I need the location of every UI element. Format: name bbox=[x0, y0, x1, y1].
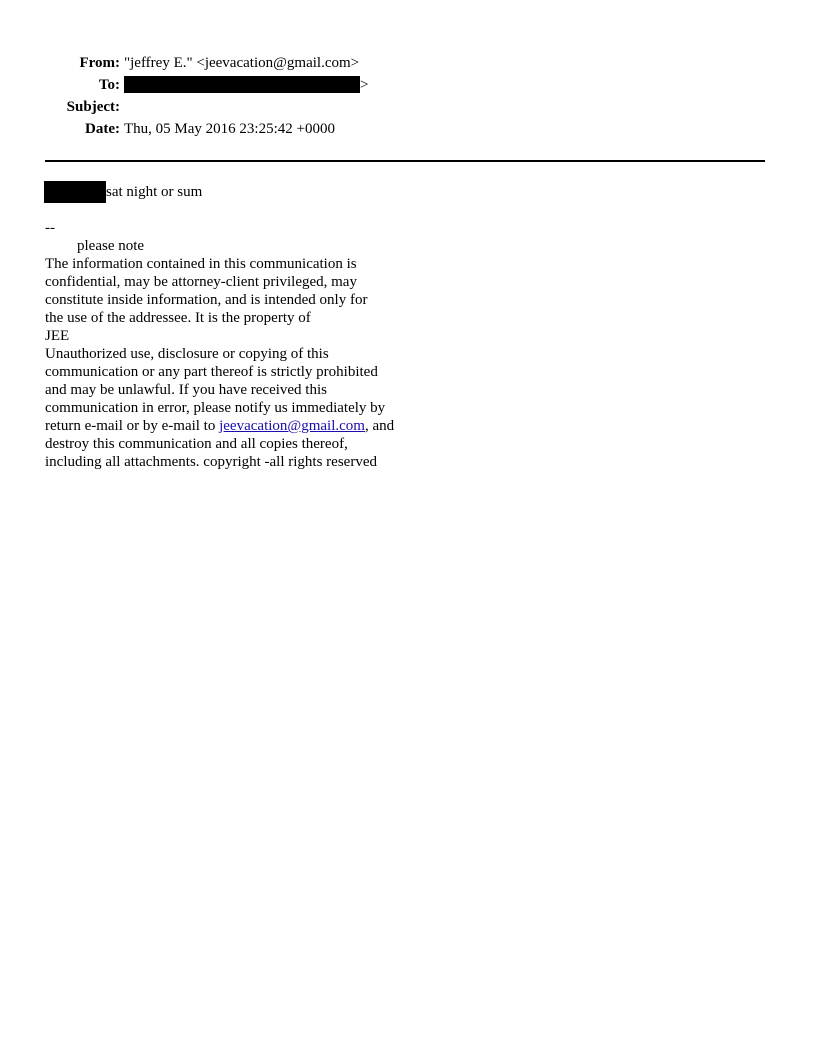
disclaimer-line: the use of the addressee. It is the property of bbox=[45, 310, 311, 326]
email-headers bbox=[0, 52, 816, 140]
disclaimer-line: communication or any part thereof is strictly prohibited bbox=[45, 364, 378, 380]
disclaimer-line: and may be unlawful. If you have received this bbox=[45, 382, 327, 398]
disclaimer-line: confidential, may be attorney-client privileged, may bbox=[45, 274, 357, 290]
message-body bbox=[44, 180, 202, 204]
date-value: Thu, 05 May 2016 23:25:42 +0000 bbox=[124, 121, 335, 137]
disclaimer-line: including all attachments. copyright -all rights reserved bbox=[45, 454, 377, 470]
return-suffix: , and bbox=[364, 418, 395, 434]
subject-row bbox=[0, 96, 816, 118]
to-redaction-block bbox=[124, 76, 360, 93]
disclaimer-line: The information contained in this communication is bbox=[45, 256, 357, 272]
signature-note: please note bbox=[77, 238, 145, 254]
disclaimer-line: communication in error, please notify us immediately by bbox=[45, 400, 386, 416]
signature-block bbox=[45, 219, 394, 471]
disclaimer-return-line bbox=[45, 417, 394, 435]
to-row bbox=[0, 74, 816, 96]
from-value: "jeffrey E." <jeevacation@gmail.com> bbox=[124, 55, 360, 71]
from-label: From: bbox=[79, 55, 120, 71]
subject-label: Subject: bbox=[66, 99, 120, 115]
to-value bbox=[124, 74, 368, 96]
date-row bbox=[0, 118, 816, 140]
signature-dashes: -- bbox=[45, 220, 55, 236]
email-link[interactable]: jeevacation@gmail.com bbox=[219, 418, 365, 434]
header-divider bbox=[45, 160, 765, 162]
from-row bbox=[0, 52, 816, 74]
disclaimer-line: destroy this communication and all copies thereof, bbox=[45, 436, 348, 452]
to-label: To: bbox=[98, 77, 120, 93]
message-text: sat night or sum bbox=[106, 184, 203, 200]
disclaimer-line: constitute inside information, and is intended only for bbox=[45, 292, 368, 308]
to-suffix: > bbox=[360, 77, 369, 93]
name-redaction-block bbox=[44, 181, 106, 203]
disclaimer-line: JEE bbox=[45, 328, 70, 344]
return-prefix: return e-mail or by e-mail to bbox=[45, 418, 220, 434]
date-label: Date: bbox=[85, 121, 120, 137]
disclaimer-line: Unauthorized use, disclosure or copying of this bbox=[45, 346, 329, 362]
